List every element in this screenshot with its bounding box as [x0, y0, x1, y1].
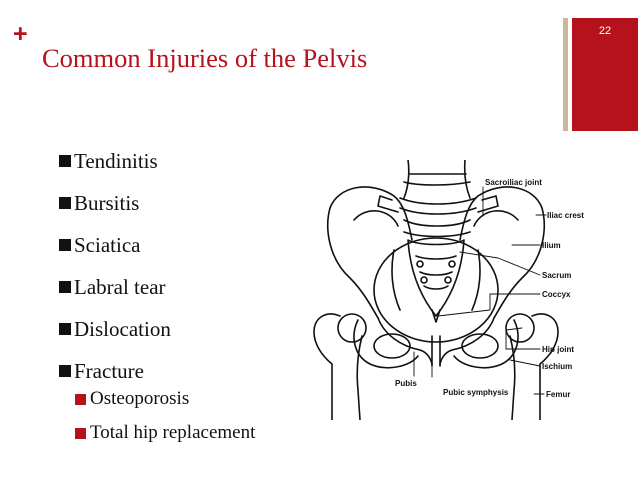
label-iliac-crest: Iliac crest: [547, 211, 584, 220]
pelvic-inlet-drawing: [374, 238, 498, 342]
plus-icon: +: [13, 20, 28, 48]
label-coccyx: Coccyx: [542, 290, 571, 299]
label-ischium: Ischium: [542, 362, 573, 371]
left-femur-drawing: [314, 314, 366, 420]
accent-bar-tan: [563, 18, 568, 131]
bullet-list: [57, 140, 171, 392]
slide-number: 22: [598, 25, 612, 37]
slide-title: Common Injuries of the Pelvis: [42, 43, 368, 73]
sub-bullet-item: [75, 382, 255, 416]
square-sub-bullet-icon: [75, 428, 86, 439]
sub-bullet-list: [75, 382, 255, 450]
bullet-item: [57, 182, 171, 224]
bullet-text: Dislocation: [74, 316, 171, 341]
right-ilium-drawing: [460, 187, 544, 318]
label-hip-joint: Hip joint: [542, 345, 574, 354]
square-bullet-icon: [59, 239, 71, 251]
pelvis-diagram: [300, 160, 638, 420]
square-bullet-icon: [59, 197, 71, 209]
bullet-item: [57, 308, 171, 350]
left-ilium-drawing: [328, 187, 412, 318]
sub-bullet-item: [75, 416, 255, 450]
label-ilium: Ilium: [542, 241, 561, 250]
bullet-item: [57, 266, 171, 308]
square-bullet-icon: [59, 155, 71, 167]
sub-bullet-text: Total hip replacement: [90, 422, 256, 443]
label-sacroiliac-joint: Sacroiliac joint: [485, 178, 542, 187]
label-sacrum: Sacrum: [542, 271, 572, 280]
sacrum-drawing: [408, 240, 464, 322]
bullet-text: Tendinitis: [74, 148, 158, 173]
bullet-text: Labral tear: [74, 274, 166, 299]
bullet-item: [57, 224, 171, 266]
label-pubis: Pubis: [395, 379, 417, 388]
square-bullet-icon: [59, 281, 71, 293]
square-bullet-icon: [59, 323, 71, 335]
label-pubic-symphysis: Pubic symphysis: [443, 388, 509, 397]
square-bullet-icon: [59, 365, 71, 377]
bullet-text: Sciatica: [74, 232, 141, 257]
label-femur: Femur: [546, 390, 571, 399]
sub-bullet-text: Osteoporosis: [90, 388, 190, 409]
bullet-text: Fracture: [74, 358, 144, 383]
bullet-text: Bursitis: [74, 190, 140, 215]
bullet-item: [57, 140, 171, 182]
square-sub-bullet-icon: [75, 394, 86, 405]
lower-pelvis-drawing: [354, 318, 518, 368]
